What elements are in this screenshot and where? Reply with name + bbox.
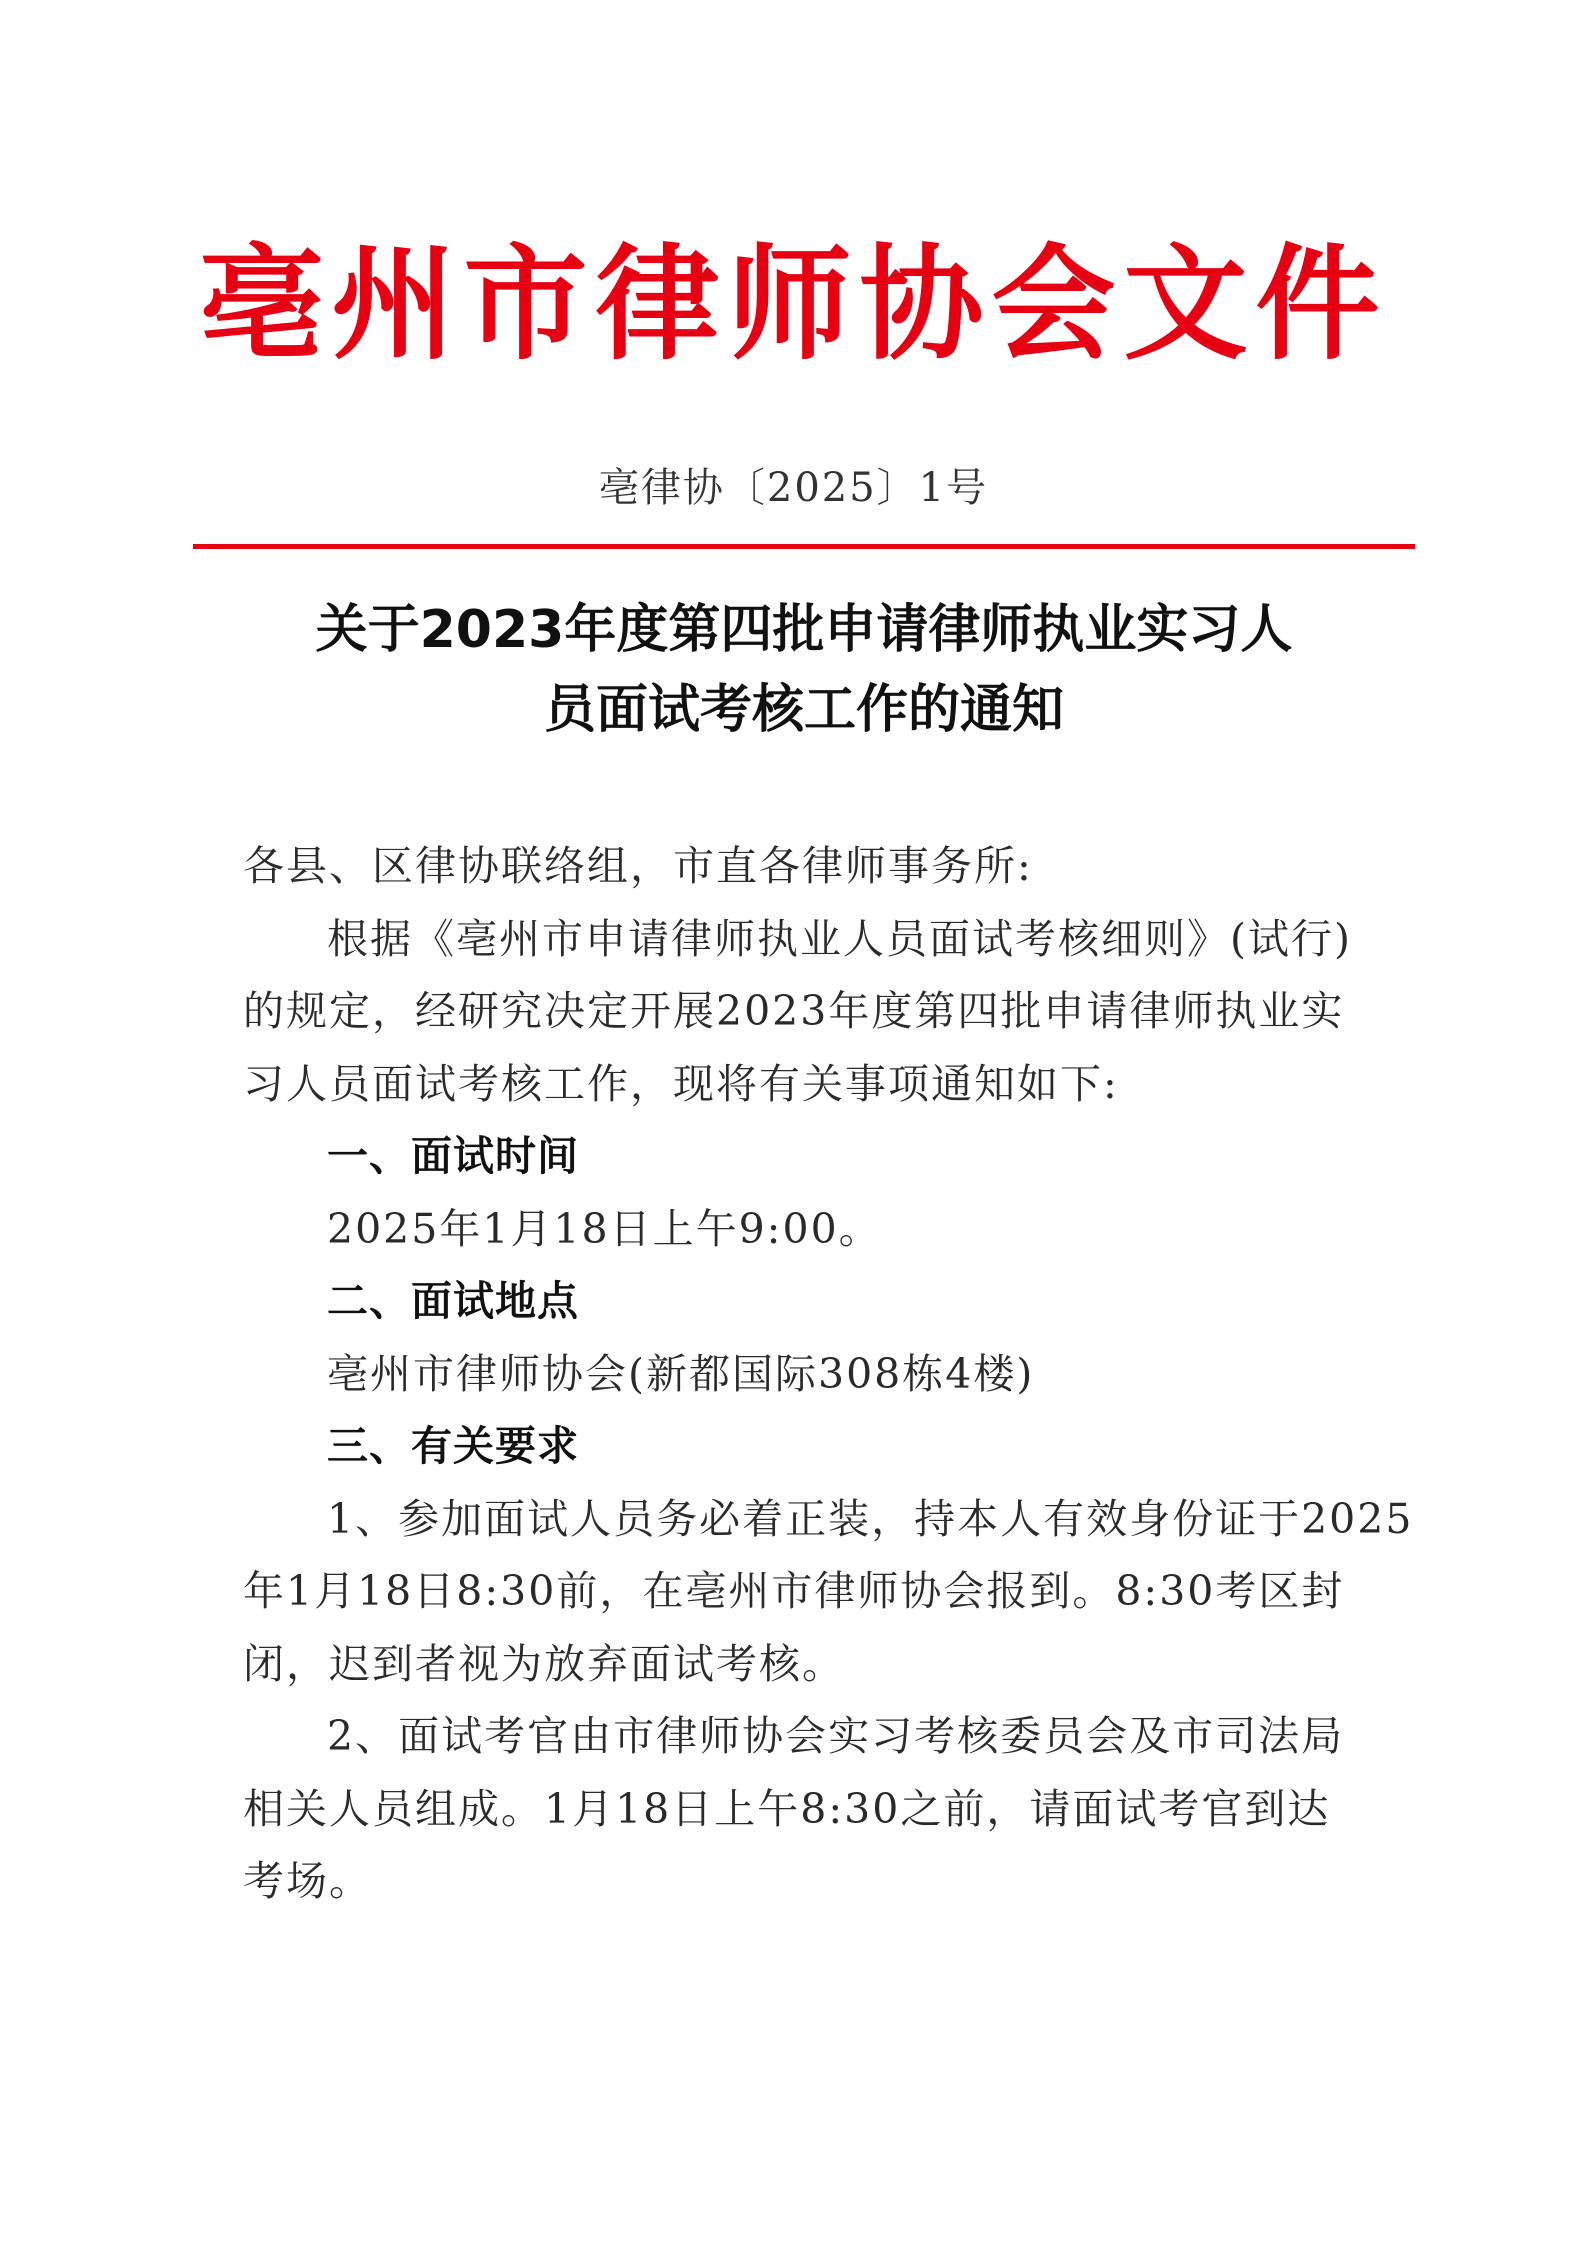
section-heading-time: 一、面试时间: [327, 1132, 579, 1180]
document-body: [243, 830, 1414, 1918]
salutation: 各县、区律协联络组，市直各律师事务所:: [243, 842, 1033, 890]
requirement-1-line: 1、参加面试人员务必着正装，持本人有效身份证于2025: [327, 1494, 1414, 1543]
document-title-line-1: 关于2023年度第四批申请律师执业实习人: [315, 600, 1293, 660]
document-number: 亳律协〔2025〕1号: [598, 465, 989, 511]
masthead-title: 亳州市律师协会文件: [199, 232, 1388, 377]
interview-location-text: 亳州市律师协会(新都国际308栋4楼): [327, 1349, 1035, 1398]
requirement-2-line: 考场。: [243, 1857, 372, 1905]
intro-paragraph-line: 习人员面试考核工作，现将有关事项通知如下:: [243, 1059, 1119, 1108]
requirement-2-line: 相关人员组成。1月18日上午8:30之前，请面试考官到达: [243, 1784, 1331, 1833]
requirement-1-line: 年1月18日8:30前，在亳州市律师协会报到。8:30考区封: [243, 1567, 1345, 1615]
section-heading-location: 二、面试地点: [327, 1277, 579, 1325]
intro-paragraph-line: 根据《亳州市申请律师执业人员面试考核细则》(试行): [327, 914, 1352, 963]
intro-paragraph-line: 的规定，经研究决定开展2023年度第四批申请律师执业实: [243, 987, 1345, 1035]
interview-time-text: 2025年1月18日上午9:00。: [327, 1204, 882, 1253]
requirement-1-line: 闭，迟到者视为放弃面试考核。: [243, 1639, 845, 1688]
red-divider: [193, 544, 1415, 549]
document-title-line-2: 员面试考核工作的通知: [543, 680, 1064, 740]
requirement-2-line: 2、面试考官由市律师协会实习考核委员会及市司法局: [327, 1712, 1345, 1760]
document-title: [193, 590, 1415, 750]
section-heading-requirements: 三、有关要求: [327, 1422, 579, 1470]
